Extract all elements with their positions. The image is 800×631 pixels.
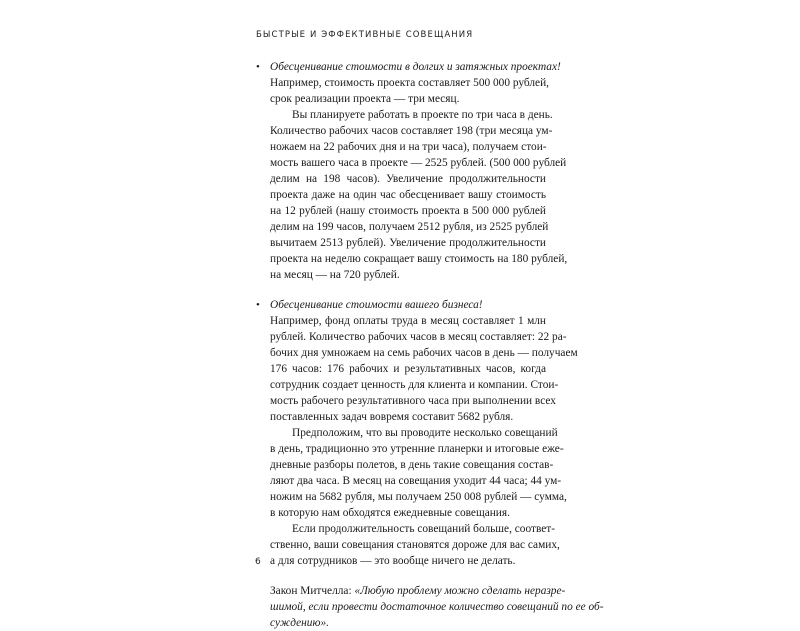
text-line: бочих дня умножаем на семь рабочих часов в день — получаем bbox=[270, 347, 578, 359]
page-content bbox=[256, 59, 604, 631]
text-line: Вы планируете работать в проекте по три часа в день. bbox=[292, 109, 553, 121]
text-line: в день, традиционно это утренние планерки и итоговые еже- bbox=[270, 443, 564, 455]
text-line: сотрудник создает ценность для клиента и компании. Стои- bbox=[270, 379, 559, 391]
section-1-heading: Обесценивание стоимости в долгих и затяжных проектах! bbox=[270, 61, 561, 73]
text-line: дневные разборы полетов, в день такие совещания состав- bbox=[270, 459, 554, 471]
text-line: 176 часов: 176 рабочих и результативных часов, когда bbox=[270, 363, 546, 375]
text-line: проекта на неделю сокращает вашу стоимость на 180 рублей, bbox=[270, 253, 568, 265]
bullet-marker: • bbox=[256, 299, 260, 311]
text-line: в которую нам обходятся ежедневные совещания. bbox=[270, 507, 510, 519]
text-line: мость рабочего результативного часа при выполнении всех bbox=[270, 395, 556, 407]
law-text: «Любую проблему можно сделать неразре- bbox=[354, 585, 566, 597]
law-line: шимой, если провести достаточное количество совещаний по ее об- bbox=[270, 601, 604, 613]
text-line: поставленных задач вовремя составит 5682 рубля. bbox=[270, 411, 514, 423]
text-line: Предположим, что вы проводите несколько совещаний bbox=[292, 427, 558, 439]
running-header: БЫСТРЫЕ И ЭФФЕКТИВНЫЕ СОВЕЩАНИЯ bbox=[256, 30, 474, 40]
law-quote bbox=[256, 583, 604, 631]
section-2 bbox=[256, 297, 578, 569]
text-line: срок реализации проекта — три месяц. bbox=[270, 93, 460, 105]
law-line bbox=[270, 583, 566, 599]
text-line: Количество рабочих часов составляет 198 (три месяца ум- bbox=[270, 125, 553, 137]
text-line: проекта даже на один час обесценивает вашу стоимость bbox=[270, 189, 546, 201]
text-line: мость вашего часа в проекте — 2525 рублей. (500 000 рублей bbox=[270, 157, 567, 169]
text-line: а для сотрудников — это вообще ничего не делать. bbox=[270, 555, 516, 567]
text-line: ножим на 5682 рубля, мы получаем 250 008 рублей — сумма, bbox=[270, 491, 567, 503]
text-line: Например, фонд оплаты труда в месяц составляет 1 млн bbox=[270, 315, 546, 327]
text-line: на месяц — на 720 рублей. bbox=[270, 269, 400, 281]
text-line: Например, стоимость проекта составляет 500 000 рублей, bbox=[270, 77, 549, 89]
text-line: ственно, ваши совещания становятся дороже для вас самих, bbox=[270, 539, 560, 551]
law-prefix: Закон Митчелла: bbox=[270, 585, 355, 597]
text-line: ляют два часа. В месяц на совещания уходит 44 часа; 44 ум- bbox=[270, 475, 562, 487]
text-line: рублей. Количество рабочих часов в месяц составляет: 22 ра- bbox=[270, 331, 567, 343]
section-2-heading: Обесценивание стоимости вашего бизнеса! bbox=[270, 299, 483, 311]
text-line: делим на 199 часов, получаем 2512 рубля, из 2525 рублей bbox=[270, 221, 549, 233]
text-line: на 12 рублей (нашу стоимость проекта в 500 000 рублей bbox=[270, 205, 546, 217]
page-number: 6 bbox=[255, 557, 261, 567]
law-line: суждению». bbox=[270, 617, 329, 629]
bullet-marker: • bbox=[256, 61, 260, 73]
text-line: Если продолжительность совещаний больше, соответ- bbox=[292, 523, 555, 535]
text-line: делим на 198 часов). Увеличение продолжительности bbox=[270, 173, 546, 185]
section-1 bbox=[256, 59, 568, 283]
text-line: ножаем на 22 рабочих дня и на три часа), получаем стои- bbox=[270, 141, 547, 153]
text-line: вычитаем 2513 рублей). Увеличение продолжительности bbox=[270, 237, 546, 249]
